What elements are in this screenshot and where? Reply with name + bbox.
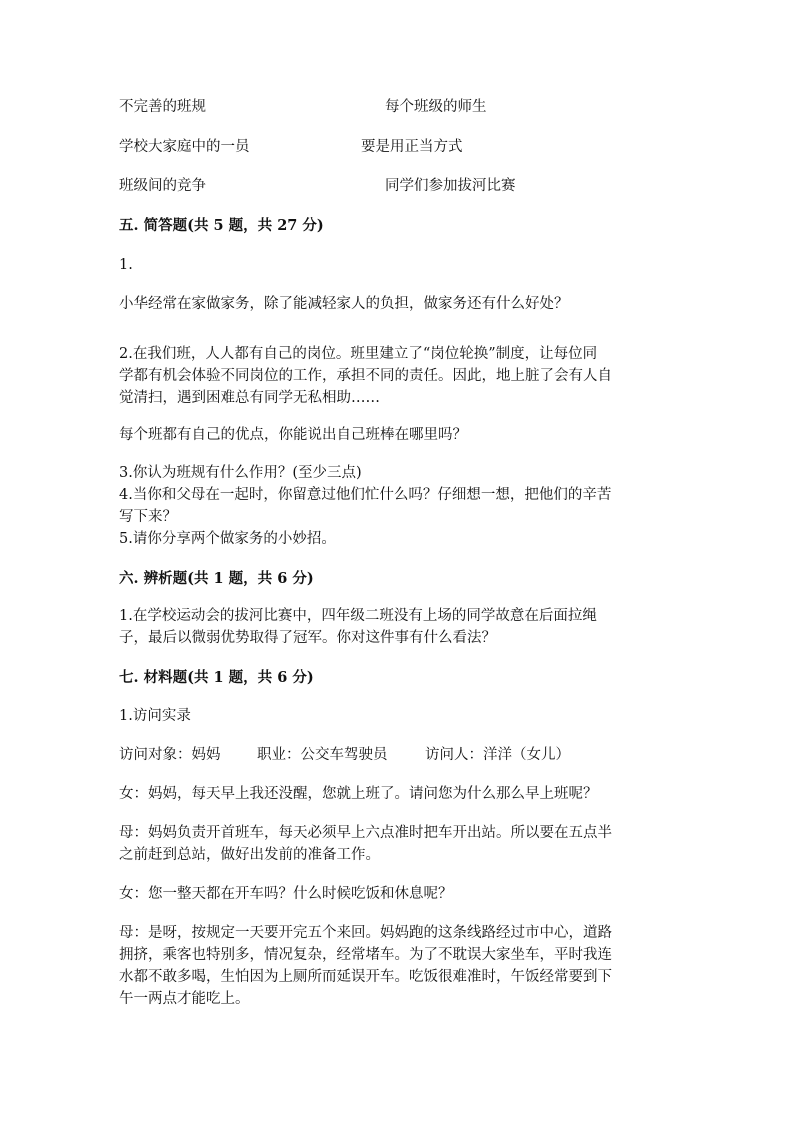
s7-info-job: 职业：公交车驾驶员: [257, 747, 388, 763]
s5-q2-line3: 觉清扫，遇到困难总有同学无私相助……: [119, 390, 380, 406]
s7-dialogue-4-line2: 拥挤，乘客也特别多，情况复杂，经常堵车。为了不耽误大家坐车，平时我连: [119, 947, 612, 963]
s7-dialogue-2-line2: 之前赶到总站，做好出发前的准备工作。: [119, 847, 380, 863]
s5-q1-number: 1.: [119, 257, 133, 273]
s5-q2-question: 每个班都有自己的优点，你能说出自己班棒在哪里吗？: [119, 427, 467, 443]
s7-dialogue-3: 女：您一整天都在开车吗？什么时候吃饭和休息呢？: [119, 886, 453, 902]
section-7-heading: 七. 材料题(共 1 题，共 6 分): [119, 669, 314, 686]
s7-dialogue-1: 女：妈妈，每天早上我还没醒，您就上班了。请问您为什么那么早上班呢？: [119, 786, 598, 802]
s5-q2-line2: 学都有机会体验不同岗位的工作，承担不同的责任。因此，地上脏了会有人自: [119, 368, 612, 384]
s7-dialogue-4-line1: 母：是呀，按规定一天要开完五个来回。妈妈跑的这条线路经过市中心，道路: [119, 925, 612, 941]
match-right-2: 要是用正当方式: [361, 139, 463, 155]
s6-q1-line1: 1.在学校运动会的拔河比赛中，四年级二班没有上场的同学故意在后面拉绳: [119, 608, 597, 624]
s5-q3: 3.你认为班规有什么作用？(至少三点): [119, 465, 362, 481]
s7-dialogue-4-line4: 午一两点才能吃上。: [119, 991, 250, 1007]
match-left-2: 学校大家庭中的一员: [119, 139, 250, 155]
s5-q5: 5.请你分享两个做家务的小妙招。: [119, 531, 336, 547]
s7-info-interviewer: 访问人：洋洋（女儿）: [425, 747, 570, 763]
s7-dialogue-4-line3: 水都不敢多喝，生怕因为上厕所而延误开车。吃饭很难准时，午饭经常要到下: [119, 969, 612, 985]
s7-title: 1.访问实录: [119, 708, 191, 724]
s6-q1-line2: 子，最后以微弱优势取得了冠军。你对这件事有什么看法？: [119, 630, 496, 646]
match-left-3: 班级间的竞争: [119, 178, 206, 194]
section-5-heading: 五. 简答题(共 5 题，共 27 分): [119, 217, 324, 234]
s7-info-subject: 访问对象：妈妈: [119, 747, 221, 763]
s5-q4-line1: 4.当你和父母在一起时，你留意过他们忙什么吗？仔细想一想，把他们的辛苦: [119, 487, 612, 503]
s5-q2-line1: 2.在我们班，人人都有自己的岗位。班里建立了“岗位轮换”制度，让每位同: [119, 346, 598, 362]
s5-q1-text: 小华经常在家做家务，除了能减轻家人的负担，做家务还有什么好处？: [119, 296, 569, 312]
match-right-3: 同学们参加拔河比赛: [385, 178, 516, 194]
s7-dialogue-2-line1: 母：妈妈负责开首班车，每天必须早上六点准时把车开出站。所以要在五点半: [119, 825, 612, 841]
s5-q4-line2: 写下来？: [119, 509, 177, 525]
match-left-1: 不完善的班规: [119, 99, 206, 115]
match-right-1: 每个班级的师生: [385, 99, 487, 115]
section-6-heading: 六. 辨析题(共 1 题，共 6 分): [119, 570, 314, 587]
